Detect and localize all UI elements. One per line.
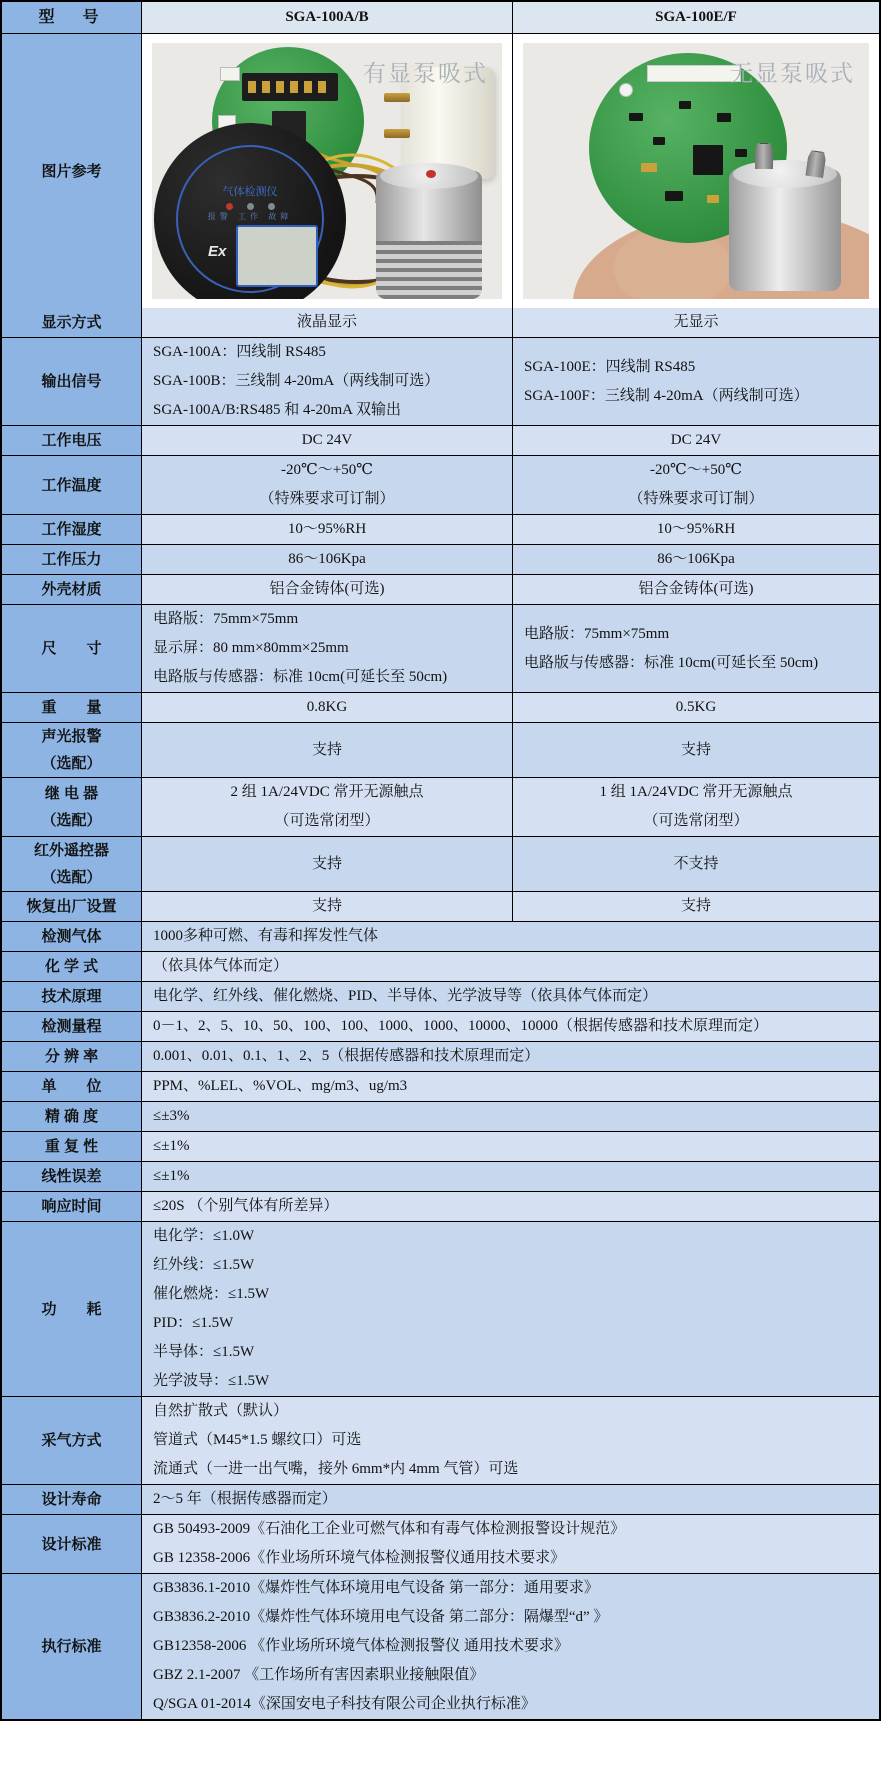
spec-row — [2, 836, 879, 891]
cell-text-line: 尺 寸 — [41, 640, 102, 657]
cell-text-line: 不支持 — [673, 855, 719, 872]
cell-text-line: 半导体：≤1.5W — [153, 1344, 255, 1360]
lcd-screen — [236, 225, 318, 287]
spec-value-cell — [141, 892, 512, 921]
status-leds — [178, 203, 322, 210]
spec-row-label — [2, 892, 141, 921]
cell-text-line: 外壳材质 — [41, 581, 102, 598]
cell-text-line: 工作电压 — [41, 432, 102, 449]
cell-text-line: GB12358-2006 《作业场所环境气体检测报警仪 通用技术要求》 — [153, 1638, 569, 1654]
watermark-right: 无显泵吸式 — [730, 60, 855, 86]
cell-text-line: DC 24V — [670, 432, 722, 448]
spec-value-cell-span — [141, 1485, 879, 1514]
spec-value-cell-span — [141, 1042, 879, 1071]
cell-text-line: 电化学：≤1.0W — [153, 1228, 255, 1244]
cell-text-line: 重 量 — [41, 699, 102, 716]
cell-text-line: 0－1、2、5、10、50、100、100、1000、1000、10000、10000（根据传感器和技术原理而定） — [153, 1018, 769, 1034]
cell-text-line: PID：≤1.5W — [153, 1315, 234, 1331]
spec-row — [2, 1514, 879, 1573]
spec-row-label — [2, 575, 141, 604]
cell-text-line: GB 12358-2006《作业场所环境气体检测报警仪通用技术要求》 — [153, 1550, 566, 1566]
cell-text-line: 响应时间 — [41, 1198, 102, 1215]
spec-row — [2, 1573, 879, 1719]
spec-value-cell-span — [141, 1012, 879, 1041]
cell-text-line: 设计标准 — [41, 1535, 102, 1553]
image-row-label — [2, 34, 141, 308]
spec-value-cell-span — [141, 1397, 879, 1484]
sensor-cylinder — [729, 169, 841, 291]
spec-row-label — [2, 1072, 141, 1101]
spec-row-label — [2, 1192, 141, 1221]
spec-row-label — [2, 1222, 141, 1396]
cell-text-line: 显示方式 — [41, 314, 102, 331]
cell-text-line: 红外遥控器 — [33, 842, 109, 859]
spec-row-label — [2, 1162, 141, 1191]
cell-text-line: 催化燃烧：≤1.5W — [153, 1286, 270, 1302]
spec-row — [2, 921, 879, 951]
cell-text-line: 工作湿度 — [41, 521, 102, 538]
cell-text-line: 86～106Kpa — [288, 551, 366, 567]
cell-text-line: PPM、%LEL、%VOL、mg/m3、ug/m3 — [153, 1078, 408, 1094]
product-photo-right — [523, 43, 869, 299]
sensor-red-dot — [426, 170, 436, 178]
cell-text-line: 分 辨 率 — [44, 1048, 99, 1065]
cell-text-line: 流通式（一进一出气嘴，接外 6mm*内 4mm 气管）可选 — [153, 1461, 519, 1477]
cell-text-line: 10～95%RH — [656, 521, 736, 537]
cell-text-line: 管道式（M45*1.5 螺纹口）可选 — [153, 1432, 362, 1448]
spec-value-cell-span — [141, 1515, 879, 1573]
spec-row — [2, 951, 879, 981]
spec-row-label — [2, 922, 141, 951]
cell-text-line: 电化学、红外线、催化燃烧、PID、半导体、光学波导等（依具体气体而定） — [153, 988, 658, 1004]
spec-value-cell — [512, 605, 879, 692]
cell-text-line: Q/SGA 01-2014《深国安电子科技有限公司企业执行标准》 — [153, 1696, 536, 1712]
spec-row-label — [2, 338, 141, 425]
cell-text-line: 1 组 1A/24VDC 常开无源触点 — [599, 784, 793, 800]
spec-row — [2, 1396, 879, 1484]
cell-text-line: 电路版与传感器：标准 10cm(可延长至 50cm) — [153, 669, 448, 685]
spec-value-cell — [512, 892, 879, 921]
cell-text-line: GB3836.1-2010《爆炸性气体环境用电气设备 第一部分：通用要求》 — [153, 1580, 599, 1596]
spec-row-label — [2, 1042, 141, 1071]
cell-text-line: ≤±1% — [153, 1168, 190, 1184]
smd — [679, 101, 691, 109]
spec-value-cell — [141, 837, 512, 891]
spec-row — [2, 1011, 879, 1041]
cell-text-line: （可选常闭型） — [643, 813, 749, 829]
spec-row — [2, 425, 879, 455]
led-labels: 报警 工作 故障 — [207, 212, 293, 221]
spec-row-label — [2, 778, 141, 836]
sensor-ribs — [376, 241, 482, 299]
cell-text-line: （可选常闭型） — [274, 813, 380, 829]
cell-text-line: 设计寿命 — [41, 1491, 102, 1508]
alarm-led — [226, 203, 233, 210]
cell-text-line: 支持 — [311, 855, 342, 872]
metal-nozzle — [755, 143, 773, 169]
cell-text-line: 输出信号 — [41, 373, 102, 390]
product-photo-left — [152, 43, 502, 299]
spec-rows — [2, 308, 879, 1719]
spec-value-cell — [141, 723, 512, 777]
header-model-right — [512, 2, 879, 33]
spec-value-cell — [512, 338, 879, 425]
spec-value-cell — [141, 426, 512, 455]
spec-value-cell-span — [141, 952, 879, 981]
cell-text-line: SGA-100F：三线制 4-20mA（两线制可选） — [524, 387, 809, 404]
spec-value-cell-span — [141, 1162, 879, 1191]
cell-text-line: SGA-100E：四线制 RS485 — [524, 358, 696, 375]
header-model-label — [2, 2, 141, 33]
smd — [629, 113, 643, 121]
spec-row — [2, 722, 879, 777]
cell-text-line: 电路版与传感器：标准 10cm(可延长至 50cm) — [524, 654, 819, 671]
smd — [665, 191, 683, 201]
image-row-label-text: 图片参考 — [41, 162, 102, 180]
spec-value-cell — [512, 837, 879, 891]
spec-row-label — [2, 952, 141, 981]
cell-text-line: 精 确 度 — [44, 1108, 99, 1125]
spec-row — [2, 574, 879, 604]
smd — [735, 149, 747, 157]
cell-text-line: 86～106Kpa — [657, 551, 735, 567]
cell-text-line: GB3836.2-2010《爆炸性气体环境用电气设备 第二部分：隔爆型“d” 》 — [153, 1609, 609, 1625]
spec-value-cell — [512, 515, 879, 544]
spec-value-cell — [512, 308, 879, 337]
cell-text-line: 支持 — [680, 741, 711, 758]
cell-text-line: -20℃～+50℃ — [649, 462, 742, 478]
cell-text-line: 恢复出厂设置 — [26, 898, 117, 915]
cell-text-line: GB 50493-2009《石油化工企业可燃气体和有毒气体检测报警设计规范》 — [153, 1521, 626, 1537]
cell-text-line: GBZ 2.1-2007 《工作场所有害因素职业接触限值》 — [153, 1667, 485, 1683]
spec-row — [2, 604, 879, 692]
cell-text-line: 2～5 年（根据传感器而定） — [153, 1491, 337, 1507]
spec-row-label — [2, 308, 141, 337]
header-model-label-text: 型 号 — [38, 9, 105, 26]
fault-led — [268, 203, 275, 210]
spec-value-cell — [512, 456, 879, 514]
cell-text-line: 支持 — [311, 898, 342, 914]
spec-row-label — [2, 1012, 141, 1041]
cell-text-line: SGA-100B：三线制 4-20mA（两线制可选） — [153, 373, 440, 389]
cell-text-line: DC 24V — [301, 432, 353, 448]
spec-value-cell — [141, 515, 512, 544]
spec-value-cell-span — [141, 1132, 879, 1161]
cell-text-line: 检测气体 — [41, 928, 102, 945]
spec-value-cell-span — [141, 1574, 879, 1719]
header-row — [2, 2, 879, 33]
cell-text-line: ≤20S （个别气体有所差异） — [153, 1198, 339, 1214]
spec-value-cell — [141, 605, 512, 692]
header-model-left-text: SGA-100A/B — [285, 9, 369, 25]
cell-text-line: 重 复 性 — [44, 1138, 99, 1155]
spec-row — [2, 1041, 879, 1071]
cell-text-line: 10～95%RH — [287, 521, 367, 537]
cell-text-line: （特殊要求可订制） — [259, 491, 395, 507]
cell-text-line: SGA-100A：四线制 RS485 — [153, 344, 326, 360]
cell-text-line: （选配） — [41, 869, 102, 886]
cell-text-line: SGA-100A/B:RS485 和 4-20mA 双输出 — [153, 402, 401, 418]
cell-text-line: 功 耗 — [41, 1300, 102, 1318]
header-model-left — [141, 2, 512, 33]
spec-value-cell — [141, 545, 512, 574]
smd — [653, 137, 665, 145]
spec-row-label — [2, 723, 141, 777]
spec-value-cell — [512, 545, 879, 574]
spec-row — [2, 1221, 879, 1396]
spec-row — [2, 1071, 879, 1101]
ic-chip — [693, 145, 723, 175]
cell-text-line: 红外线：≤1.5W — [153, 1257, 255, 1273]
cell-text-line: 1000多种可燃、有毒和挥发性气体 — [153, 928, 379, 944]
cell-text-line: 线性误差 — [41, 1168, 102, 1185]
smd — [641, 163, 657, 172]
cell-text-line: 支持 — [311, 741, 342, 758]
work-led — [247, 203, 254, 210]
spec-value-cell — [512, 778, 879, 836]
cell-text-line: 0.5KG — [675, 699, 717, 715]
cell-text-line: 电路版：75mm×75mm — [524, 625, 670, 642]
cell-text-line: 0.001、0.01、0.1、1、2、5（根据传感器和技术原理而定） — [153, 1048, 540, 1064]
spec-value-cell — [141, 338, 512, 425]
spec-row-label — [2, 545, 141, 574]
spec-row — [2, 891, 879, 921]
spec-row-label — [2, 1102, 141, 1131]
cell-text-line: 自然扩散式（默认） — [153, 1403, 289, 1419]
spec-value-cell-span — [141, 1072, 879, 1101]
spec-row-label — [2, 1132, 141, 1161]
device-title: 气体检测仪 — [222, 186, 278, 198]
cell-text-line: 检测量程 — [41, 1018, 102, 1035]
mount-hole — [619, 83, 633, 97]
spec-value-cell — [512, 426, 879, 455]
cell-text-line: 声光报警 — [41, 728, 102, 745]
spec-value-cell — [141, 575, 512, 604]
spec-row-label — [2, 1515, 141, 1573]
product-photo-right-cell — [512, 34, 879, 308]
ex-mark: Ex — [208, 243, 227, 260]
cell-text-line: 支持 — [680, 898, 711, 914]
spec-row — [2, 514, 879, 544]
spec-row — [2, 692, 879, 722]
spec-row — [2, 308, 879, 337]
spec-value-cell — [141, 778, 512, 836]
faceplate-ring — [176, 145, 324, 293]
spec-value-cell-span — [141, 982, 879, 1011]
cell-text-line: 工作温度 — [41, 476, 102, 494]
product-photo-left-cell — [141, 34, 512, 308]
spec-row-label — [2, 456, 141, 514]
watermark-left: 有显泵吸式 — [363, 60, 488, 86]
spec-row-label — [2, 1574, 141, 1719]
cell-text-line: 化 学 式 — [44, 958, 99, 975]
cell-text-line: -20℃～+50℃ — [280, 462, 373, 478]
spec-value-cell-span — [141, 1102, 879, 1131]
spec-row-label — [2, 982, 141, 1011]
spec-row — [2, 1484, 879, 1514]
spec-row — [2, 455, 879, 514]
spec-row-label — [2, 426, 141, 455]
cell-text-line: 单 位 — [41, 1078, 102, 1095]
spec-row-label — [2, 693, 141, 722]
spec-row — [2, 1191, 879, 1221]
cell-text-line: 显示屏：80 mm×80mm×25mm — [153, 640, 349, 656]
brass-nozzle — [384, 93, 410, 102]
spec-value-cell-span — [141, 1192, 879, 1221]
spec-value-cell — [141, 456, 512, 514]
cell-text-line: 采气方式 — [41, 1432, 102, 1449]
spec-row — [2, 1161, 879, 1191]
header-model-right-text: SGA-100E/F — [655, 9, 737, 25]
spec-value-cell — [141, 693, 512, 722]
spec-value-cell — [512, 575, 879, 604]
image-reference-row — [2, 33, 879, 308]
cell-text-line: ≤±3% — [153, 1108, 190, 1124]
pcb-label — [647, 65, 741, 82]
cell-text-line: 2 组 1A/24VDC 常开无源触点 — [230, 784, 424, 800]
cell-text-line: （依具体气体而定） — [153, 958, 289, 974]
spec-value-cell — [512, 723, 879, 777]
cell-text-line: 铝合金铸体(可选) — [269, 581, 385, 597]
cell-text-line: 电路版：75mm×75mm — [153, 611, 299, 627]
cell-text-line: 铝合金铸体(可选) — [638, 581, 754, 597]
cell-text-line: 无显示 — [673, 314, 719, 330]
cell-text-line: 液晶显示 — [296, 314, 357, 330]
cell-text-line: 继 电 器 — [44, 785, 99, 802]
spec-row — [2, 1131, 879, 1161]
spec-row — [2, 337, 879, 425]
spec-value-cell — [512, 693, 879, 722]
cell-text-line: （选配） — [41, 812, 102, 829]
cell-text-line: （特殊要求可订制） — [628, 491, 764, 507]
cell-text-line: 执行标准 — [41, 1638, 102, 1655]
cell-text-line: 技术原理 — [41, 988, 102, 1005]
spec-row-label — [2, 837, 141, 891]
spec-row-label — [2, 1485, 141, 1514]
spec-row — [2, 1101, 879, 1131]
spec-row-label — [2, 605, 141, 692]
spec-row-label — [2, 515, 141, 544]
cell-text-line: 工作压力 — [41, 551, 102, 568]
spec-row — [2, 981, 879, 1011]
sensor-cylinder — [376, 171, 482, 299]
cell-text-line: ≤±1% — [153, 1138, 190, 1154]
brass-nozzle — [384, 129, 410, 138]
cell-text-line: 0.8KG — [306, 699, 348, 715]
spec-row-label — [2, 1397, 141, 1484]
spec-value-cell — [141, 308, 512, 337]
cell-text-line: 光学波导：≤1.5W — [153, 1373, 270, 1389]
spec-row — [2, 544, 879, 574]
spec-value-cell-span — [141, 922, 879, 951]
spec-value-cell-span — [141, 1222, 879, 1396]
smd — [707, 195, 719, 203]
cell-text-line: （选配） — [41, 755, 102, 772]
smd — [717, 113, 731, 122]
spec-row — [2, 777, 879, 836]
